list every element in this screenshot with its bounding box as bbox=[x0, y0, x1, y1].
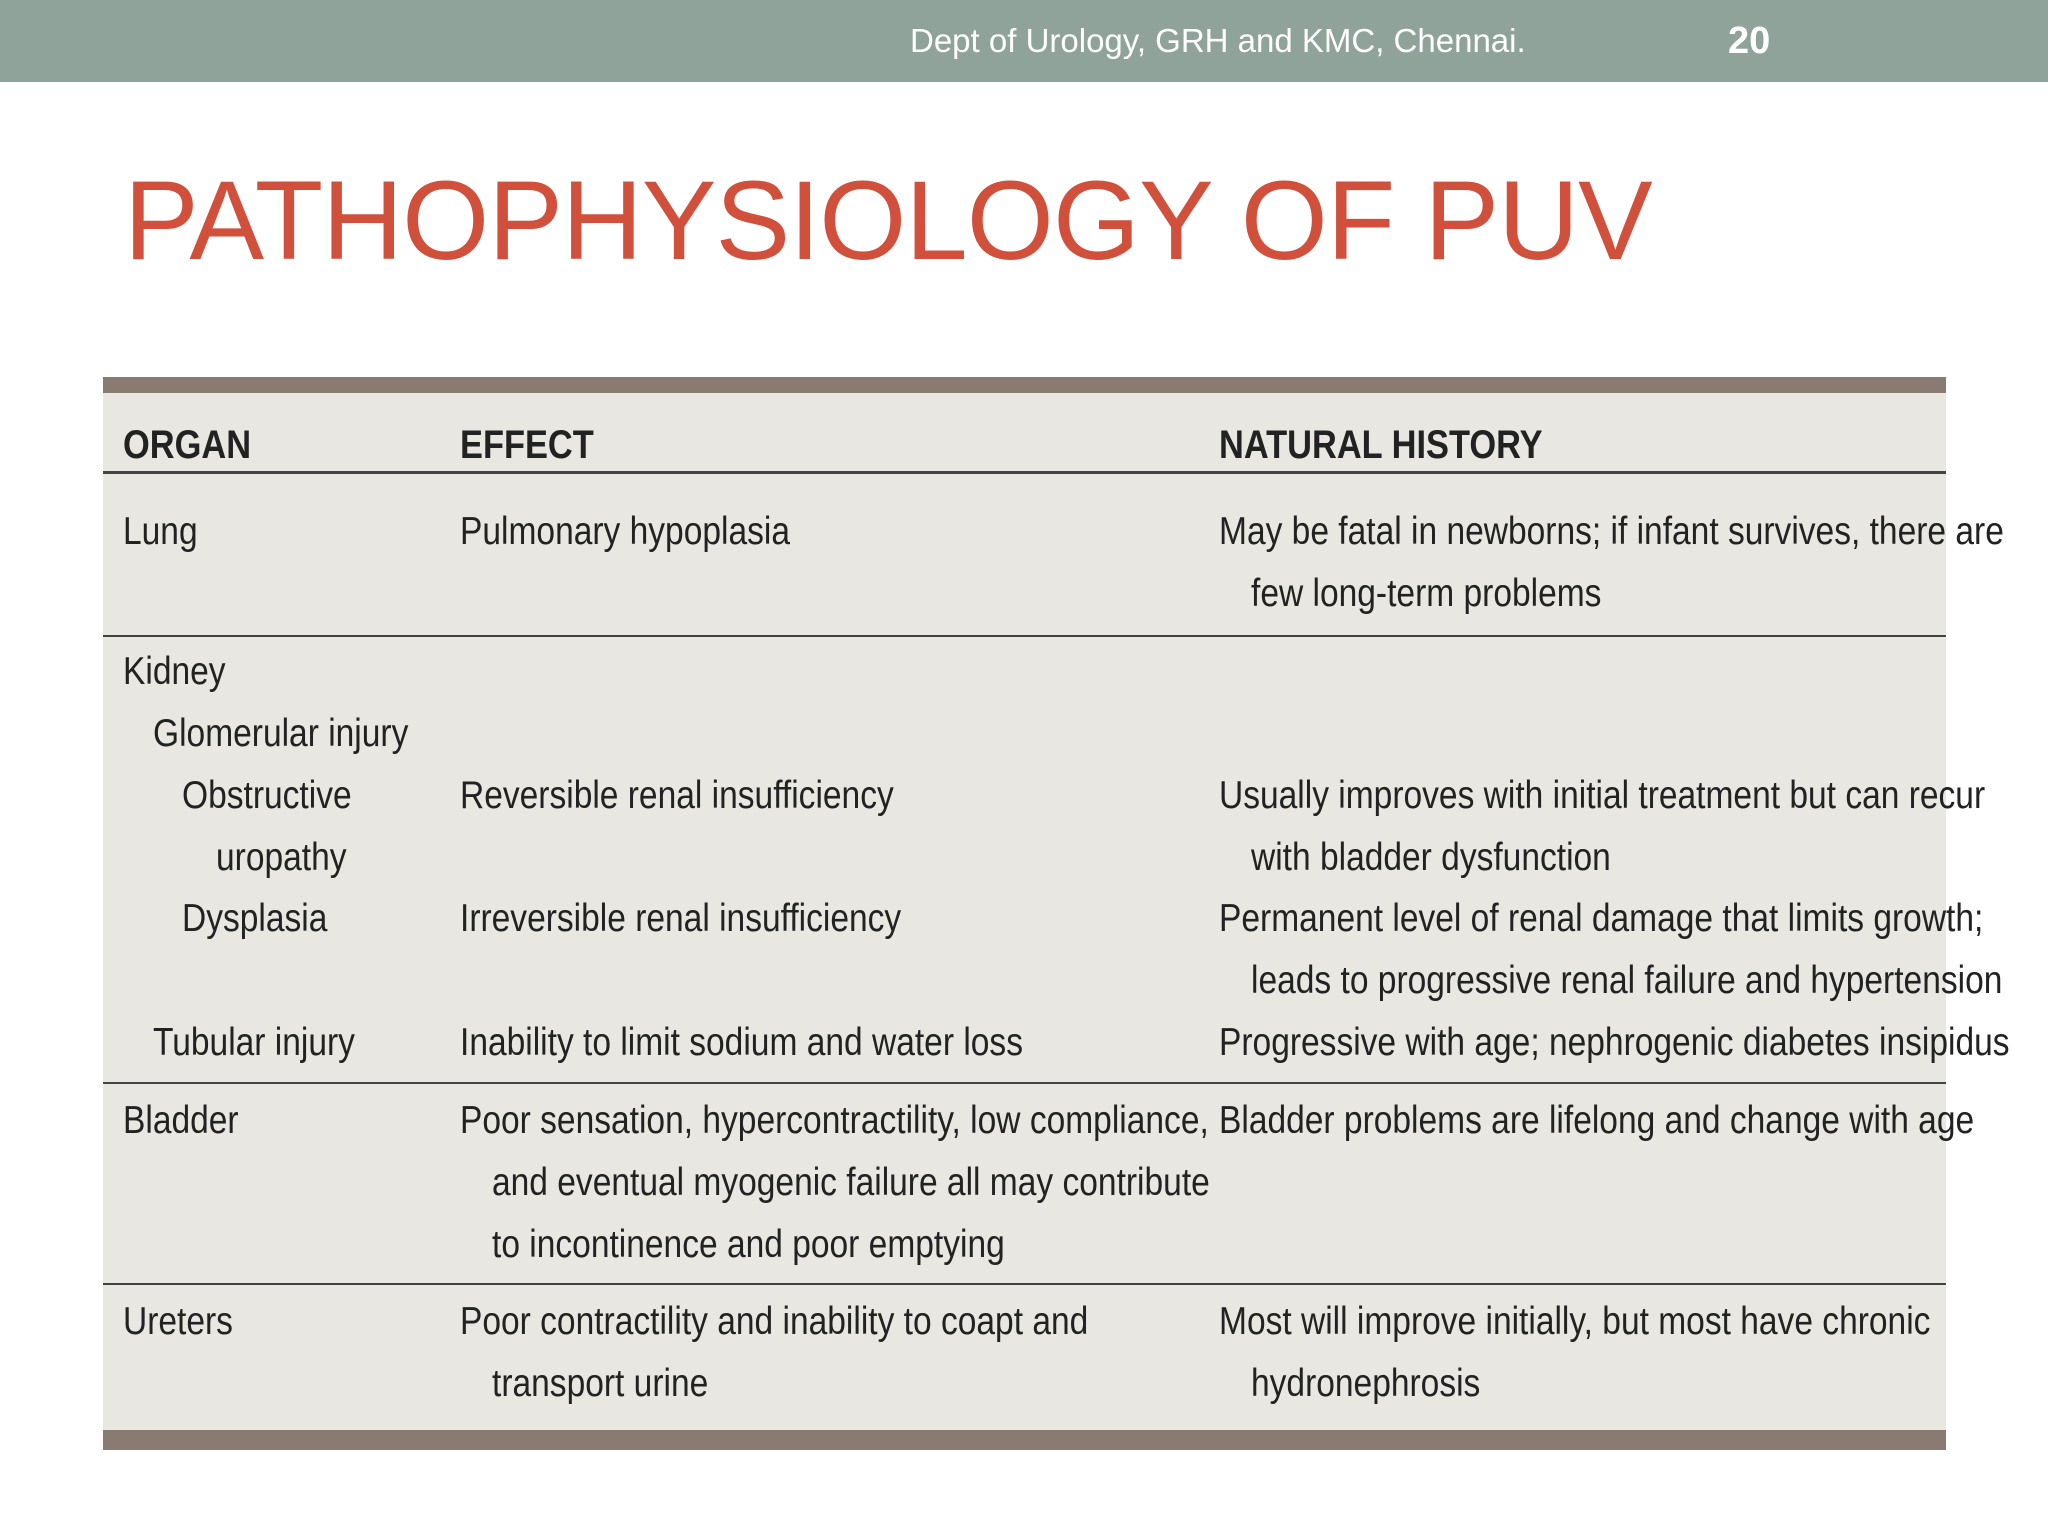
organ-dysplasia: Dysplasia bbox=[182, 897, 328, 940]
organ-glomerular-injury: Glomerular injury bbox=[153, 712, 409, 755]
effect-bladder-line2: and eventual myogenic failure all may contribute bbox=[492, 1161, 1210, 1204]
header-divider bbox=[103, 471, 1946, 474]
row-divider bbox=[103, 1082, 1946, 1084]
history-bladder: Bladder problems are lifelong and change with age bbox=[1219, 1099, 1975, 1142]
history-obstructive-line1: Usually improves with initial treatment but can recur bbox=[1219, 774, 1986, 817]
column-header-effect: EFFECT bbox=[460, 423, 594, 467]
effect-bladder-line3: to incontinence and poor emptying bbox=[492, 1223, 1005, 1266]
header-bar bbox=[0, 0, 2048, 82]
organ-obstructive-line1: Obstructive bbox=[182, 774, 352, 817]
organ-obstructive-line2: uropathy bbox=[216, 836, 347, 879]
effect-tubular: Inability to limit sodium and water loss bbox=[460, 1021, 1023, 1064]
history-ureters-line1: Most will improve initially, but most have chronic bbox=[1219, 1300, 1931, 1343]
history-dysplasia-line2: leads to progressive renal failure and hypertension bbox=[1251, 959, 2003, 1002]
effect-bladder-line1: Poor sensation, hypercontractility, low compliance, bbox=[460, 1099, 1209, 1142]
history-tubular: Progressive with age; nephrogenic diabetes insipidus bbox=[1219, 1021, 2010, 1064]
history-lung-line2: few long-term problems bbox=[1251, 572, 1602, 615]
slide-title: PATHOPHYSIOLOGY OF PUV bbox=[124, 158, 1652, 283]
effect-lung: Pulmonary hypoplasia bbox=[460, 510, 790, 553]
history-dysplasia-line1: Permanent level of renal damage that limits growth; bbox=[1219, 897, 1984, 940]
effect-obstructive: Reversible renal insufficiency bbox=[460, 774, 894, 817]
organ-bladder: Bladder bbox=[123, 1099, 239, 1142]
effect-ureters-line1: Poor contractility and inability to coapt and bbox=[460, 1300, 1089, 1343]
history-lung-line1: May be fatal in newborns; if infant survives, there are bbox=[1219, 510, 2004, 553]
footer-text: Dept of Urology, GRH and KMC, Chennai. bbox=[910, 22, 1526, 59]
history-obstructive-line2: with bladder dysfunction bbox=[1251, 836, 1611, 879]
column-header-natural-history: NATURAL HISTORY bbox=[1219, 423, 1543, 467]
effect-ureters-line2: transport urine bbox=[492, 1362, 709, 1405]
row-divider bbox=[103, 1283, 1946, 1285]
organ-tubular-injury: Tubular injury bbox=[153, 1021, 355, 1064]
column-header-organ: ORGAN bbox=[123, 423, 252, 467]
organ-ureters: Ureters bbox=[123, 1300, 233, 1343]
pathophysiology-table bbox=[103, 377, 2010, 1450]
slide-number: 20 bbox=[1728, 20, 1771, 62]
effect-dysplasia: Irreversible renal insufficiency bbox=[460, 897, 902, 940]
history-ureters-line2: hydronephrosis bbox=[1251, 1362, 1481, 1405]
row-divider bbox=[103, 635, 1946, 637]
table-bottom-band bbox=[103, 1430, 1946, 1450]
table-top-band bbox=[103, 377, 1946, 393]
organ-kidney: Kidney bbox=[123, 650, 226, 693]
organ-lung: Lung bbox=[123, 510, 198, 553]
